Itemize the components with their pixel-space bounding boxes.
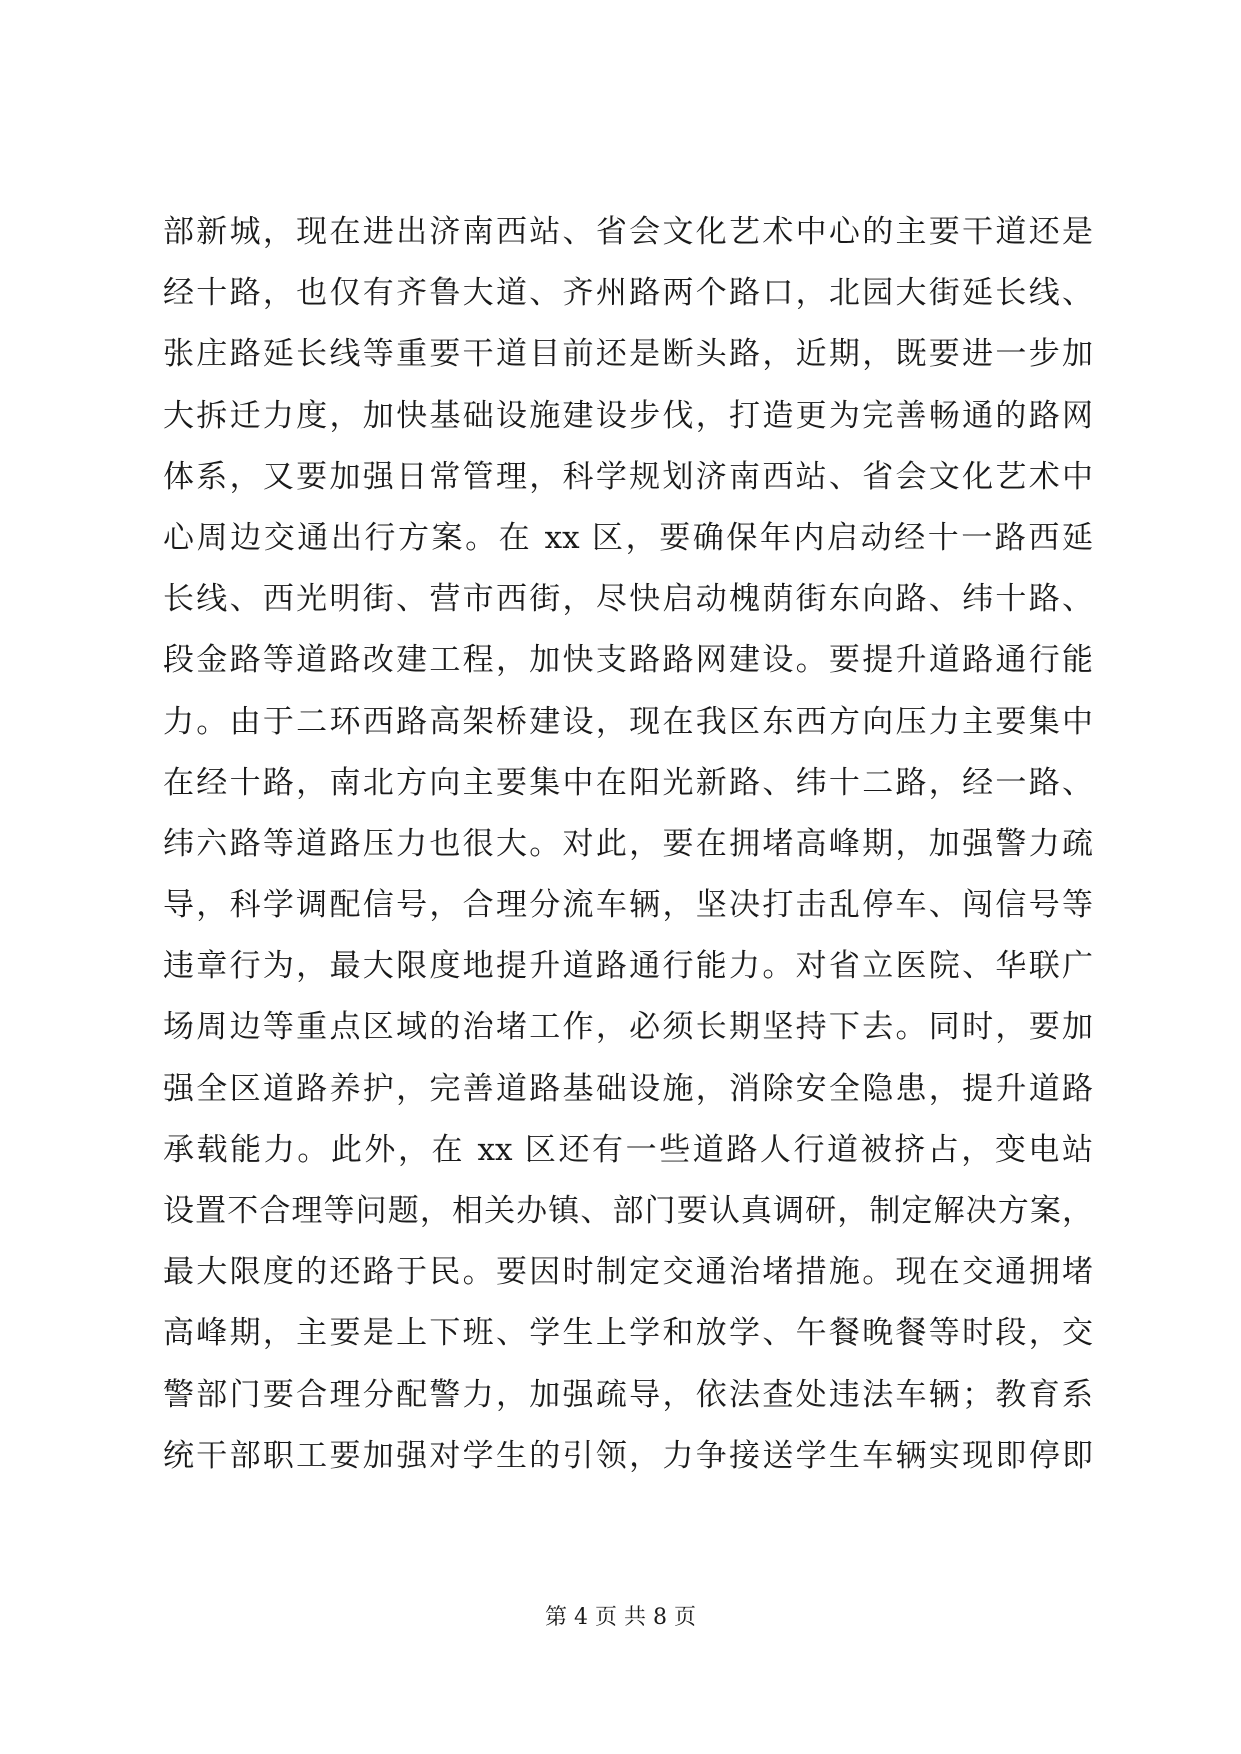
text-line: 统干部职工要加强对学生的引领，力争接送学生车辆实现即停即: [163, 1437, 1093, 1474]
text-line: 强全区道路养护，完善道路基础设施，消除安全隐患，提升道路: [163, 1070, 1093, 1107]
text-line: 警部门要合理分配警力，加强疏导，依法查处违法车辆；教育系: [163, 1376, 1093, 1413]
text-line: 部新城，现在进出济南西站、省会文化艺术中心的主要干道还是: [163, 214, 1093, 250]
text-line: 在经十路，南北方向主要集中在阳光新路、纬十二路，经一路、: [163, 764, 1093, 801]
text-line: 心周边交通出行方案。在 xx 区，要确保年内启动经十一路西延: [163, 519, 1093, 556]
text-line: 长线、西光明街、营市西街，尽快启动槐荫街东向路、纬十路、: [163, 581, 1093, 618]
text-line: 张庄路延长线等重要干道目前还是断头路，近期，既要进一步加: [163, 336, 1093, 373]
text-line: 承载能力。此外，在 xx 区还有一些道路人行道被挤占，变电站: [163, 1131, 1093, 1168]
text-line: 最大限度的还路于民。要因时制定交通治堵措施。现在交通拥堵: [163, 1254, 1093, 1291]
text-line: 大拆迁力度，加快基础设施建设步伐，打造更为完善畅通的路网: [163, 397, 1093, 434]
text-line: 导，科学调配信号，合理分流车辆，坚决打击乱停车、闯信号等: [163, 887, 1093, 924]
text-line: 纬六路等道路压力也很大。对此，要在拥堵高峰期，加强警力疏: [163, 825, 1093, 862]
text-line: 违章行为，最大限度地提升道路通行能力。对省立医院、华联广: [163, 948, 1093, 985]
text-line: 设置不合理等问题，相关办镇、部门要认真调研，制定解决方案，: [163, 1193, 1093, 1229]
text-line: 体系，又要加强日常管理，科学规划济南西站、省会文化艺术中: [163, 458, 1093, 495]
body-text: [163, 202, 1093, 1487]
text-line: 场周边等重点区域的治堵工作，必须长期坚持下去。同时，要加: [163, 1009, 1093, 1046]
text-line: 经十路，也仅有齐鲁大道、齐州路两个路口，北园大街延长线、: [163, 275, 1093, 312]
text-line: 力。由于二环西路高架桥建设，现在我区东西方向压力主要集中: [163, 703, 1093, 740]
text-line: 高峰期，主要是上下班、学生上学和放学、午餐晚餐等时段，交: [163, 1315, 1093, 1352]
page-number-footer: 第 4 页 共 8 页: [545, 1605, 696, 1630]
text-line: 段金路等道路改建工程，加快支路路网建设。要提升道路通行能: [163, 642, 1093, 679]
